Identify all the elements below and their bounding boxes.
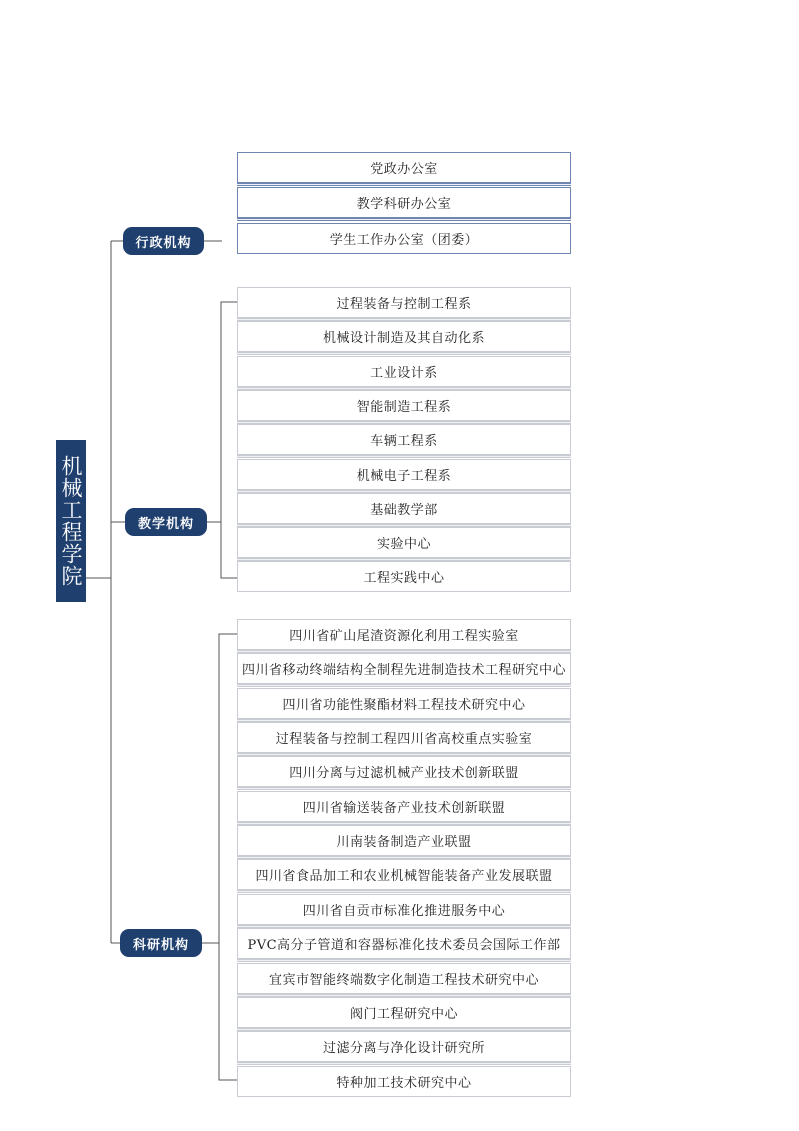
unit-item: 过滤分离与净化设计研究所: [237, 1031, 571, 1062]
unit-item: 四川省自贡市标准化推进服务中心: [237, 894, 571, 925]
category-teaching: [125, 508, 207, 536]
unit-item: 四川省移动终端结构全制程先进制造技术工程研究中心: [237, 653, 571, 684]
unit-item: 四川分离与过滤机械产业技术创新联盟: [237, 756, 571, 787]
unit-item: 机械设计制造及其自动化系: [237, 321, 571, 352]
item-separator: [237, 183, 571, 186]
unit-item: 川南装备制造产业联盟: [237, 825, 571, 856]
item-separator: [237, 959, 571, 962]
unit-item: 工业设计系: [237, 356, 571, 387]
root-node-college: [56, 440, 86, 602]
item-separator: [237, 455, 571, 458]
unit-item: 学生工作办公室（团委）: [237, 223, 571, 254]
unit-item: 实验中心: [237, 527, 571, 558]
unit-item: 车辆工程系: [237, 424, 571, 455]
unit-item: 四川省功能性聚酯材料工程技术研究中心: [237, 688, 571, 719]
unit-item: 特种加工技术研究中心: [237, 1066, 571, 1097]
root-label: 机械工程学院: [59, 455, 83, 587]
item-separator: [237, 890, 571, 893]
unit-item: 党政办公室: [237, 152, 571, 183]
unit-item: 机械电子工程系: [237, 459, 571, 490]
unit-item: 四川省矿山尾渣资源化利用工程实验室: [237, 619, 571, 650]
unit-item: 四川省输送装备产业技术创新联盟: [237, 791, 571, 822]
item-separator: [237, 1062, 571, 1065]
category-label: 教学机构: [137, 516, 194, 532]
unit-item: 基础教学部: [237, 493, 571, 524]
category-admin: [123, 227, 204, 255]
item-separator: [237, 684, 571, 687]
unit-item: 阀门工程研究中心: [237, 997, 571, 1028]
unit-item: 过程装备与控制工程四川省高校重点实验室: [237, 722, 571, 753]
item-separator: [237, 218, 571, 221]
unit-item: 工程实践中心: [237, 561, 571, 592]
unit-item: 四川省食品加工和农业机械智能装备产业发展联盟: [237, 859, 571, 890]
category-research: [120, 929, 202, 957]
unit-item: 智能制造工程系: [237, 390, 571, 421]
unit-item: 教学科研办公室: [237, 187, 571, 218]
research-bracket-top: [219, 634, 237, 1080]
unit-item: 过程装备与控制工程系: [237, 287, 571, 318]
item-separator: [237, 352, 571, 355]
category-label: 科研机构: [132, 937, 189, 953]
unit-item: PVC高分子管道和容器标准化技术委员会国际工作部: [237, 928, 571, 959]
category-label: 行政机构: [135, 235, 192, 251]
unit-item: 宜宾市智能终端数字化制造工程技术研究中心: [237, 963, 571, 994]
teaching-bracket-top: [221, 302, 237, 578]
item-separator: [237, 787, 571, 790]
